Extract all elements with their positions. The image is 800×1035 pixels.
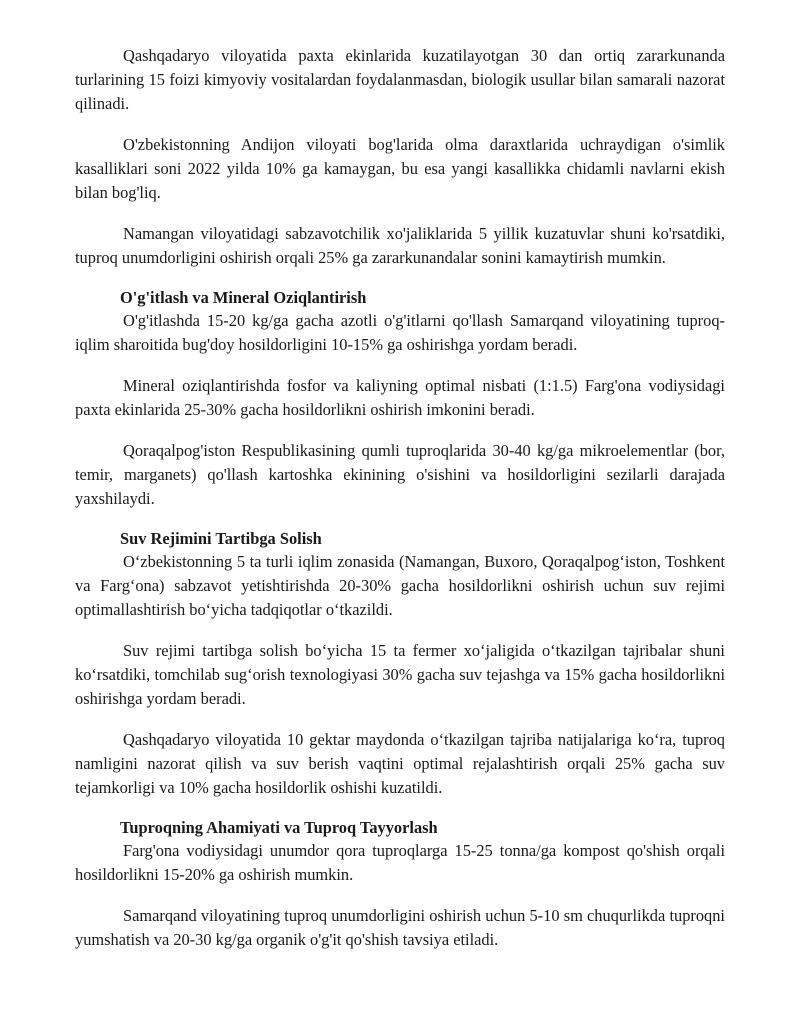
paragraph: Suv rejimi tartibga solish bo‘yicha 15 ta fermer xo‘jaligida o‘tkazilgan tajribalar shuni ko‘rsatdiki, tomchilab sug‘orish texnologiyasi 30% gacha suv tejashga va 15% gacha hosildorlikni oshirishga yordam beradi. (75, 641, 725, 708)
paragraph: O'g'itlashda 15-20 kg/ga gacha azotli o'g'itlarni qo'llash Samarqand viloyatining tuproq-iqlim sharoitida bug'doy hosildorligini 10-15% ga oshirishga yordam beradi. (75, 311, 725, 354)
paragraph: Qoraqalpog'iston Respublikasining qumli tuproqlarida 30-40 kg/ga mikroelementlar (bor, temir, marganets) qo'llash kartoshka ekinining o'sishini va hosildorligini sezilarli darajada yaxshilaydi. (75, 441, 725, 508)
section-heading: O'g'itlash va Mineral Oziqlantirish (120, 288, 367, 307)
section-heading: Tuproqning Ahamiyati va Tuproq Tayyorlash (120, 818, 438, 837)
paragraph: O‘zbekistonning 5 ta turli iqlim zonasida (Namangan, Buxoro, Qoraqalpog‘iston, Toshkent va Farg‘ona) sabzavot yetishtirishda 20-30% gacha hosildorlikni oshirish uchun suv rejimi optimallashtirish bo‘yicha tadqiqotlar o‘tkazildi. (75, 552, 725, 619)
paragraph: Mineral oziqlantirishda fosfor va kaliyning optimal nisbati (1:1.5) Farg'ona vodiysidagi paxta ekinlarida 25-30% gacha hosildorlikni oshirish imkonini beradi. (75, 376, 725, 419)
paragraph: O'zbekistonning Andijon viloyati bog'larida olma daraxtlarida uchraydigan o'simlik kasalliklari soni 2022 yilda 10% ga kamaygan, bu esa yangi kasallikka chidamli navlarni ekish bilan bog'liq. (75, 135, 725, 202)
paragraph: Qashqadaryo viloyatida paxta ekinlarida kuzatilayotgan 30 dan ortiq zararkunanda turlarining 15 foizi kimyoviy vositalardan foydalanmasdan, biologik usullar bilan samarali nazorat qilinadi. (75, 46, 725, 113)
paragraph: Samarqand viloyatining tuproq unumdorligini oshirish uchun 5-10 sm chuqurlikda tuproqni yumshatish va 20-30 kg/ga organik o'g'it qo'shish tavsiya etiladi. (75, 906, 725, 949)
document-page (75, 44, 725, 969)
paragraph: Farg'ona vodiysidagi unumdor qora tuproqlarga 15-25 tonna/ga kompost qo'shish orqali hosildorlikni 15-20% ga oshirish mumkin. (75, 841, 725, 884)
section-heading: Suv Rejimini Tartibga Solish (120, 529, 322, 548)
paragraph: Qashqadaryo viloyatida 10 gektar maydonda o‘tkazilgan tajriba natijalariga ko‘ra, tuproq namligini nazorat qilish va suv berish vaqtini optimal rejalashtirish orqali 25% gacha suv tejamkorligi va 10% gacha hosildorlik oshishi kuzatildi. (75, 730, 725, 797)
paragraph: Namangan viloyatidagi sabzavotchilik xo'jaliklarida 5 yillik kuzatuvlar shuni ko'rsatdiki, tuproq unumdorligini oshirish orqali 25% ga zararkunandalar sonini kamaytirish mumkin. (75, 224, 725, 267)
